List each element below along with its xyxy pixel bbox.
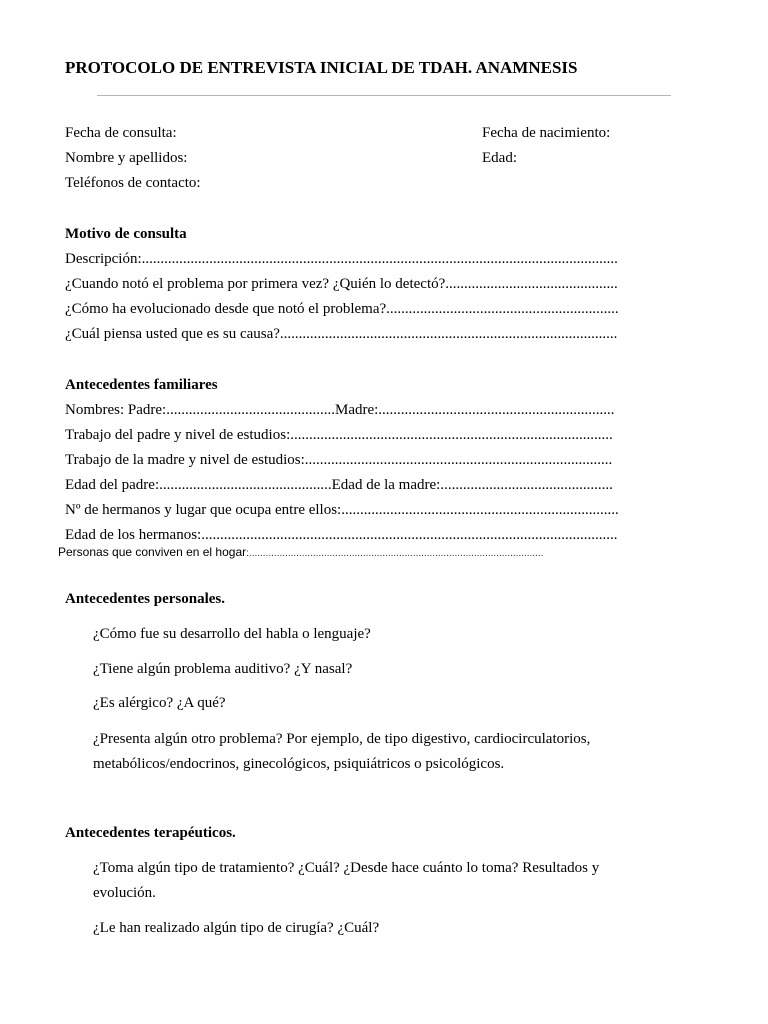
- conviven-dots: :..........................................................................................................: [246, 548, 544, 559]
- nombre-label: Nombre y apellidos:: [65, 150, 188, 166]
- trabajo-padre-field: Trabajo del padre y nivel de estudios:......................................................................................: [65, 427, 613, 443]
- personales-q4-line1: ¿Presenta algún otro problema? Por ejemplo, de tipo digestivo, cardiocirculatorios,: [93, 731, 591, 747]
- evolucion-field: ¿Cómo ha evolucionado desde que notó el problema?..............................................................: [65, 301, 619, 317]
- nombres-padres-field: Nombres: Padre:.............................................Madre:...............................................................: [65, 402, 615, 418]
- fecha-consulta-label: Fecha de consulta:: [65, 125, 177, 141]
- personales-q4-line2: metabólicos/endocrinos, ginecológicos, psiquiátricos o psicológicos.: [93, 756, 505, 772]
- document-title: PROTOCOLO DE ENTREVISTA INICIAL DE TDAH. ANAMNESIS: [65, 58, 578, 77]
- conviven-field: [58, 545, 543, 561]
- personales-q1: ¿Cómo fue su desarrollo del habla o lenguaje?: [93, 626, 371, 642]
- motivo-heading: Motivo de consulta: [65, 226, 187, 242]
- edad-label: Edad:: [482, 150, 517, 166]
- cuando-field: ¿Cuando notó el problema por primera vez? ¿Quién lo detectó?..............................................: [65, 276, 618, 292]
- title-divider: [97, 95, 671, 96]
- descripcion-field: Descripción:...............................................................................................................................: [65, 251, 618, 267]
- edad-padres-field: Edad del padre:..............................................Edad de la madre:..............................................: [65, 477, 613, 493]
- terapeuticos-heading: Antecedentes terapéuticos.: [65, 825, 236, 841]
- terapeuticos-q2: ¿Le han realizado algún tipo de cirugía? ¿Cuál?: [93, 920, 380, 936]
- personales-q3: ¿Es alérgico? ¿A qué?: [93, 695, 226, 711]
- personales-heading: Antecedentes personales.: [65, 591, 225, 607]
- personales-q2: ¿Tiene algún problema auditivo? ¿Y nasal?: [93, 661, 353, 677]
- telefonos-label: Teléfonos de contacto:: [65, 175, 201, 191]
- edad-hermanos-field: Edad de los hermanos:...............................................................................................................: [65, 527, 618, 543]
- causa-field: ¿Cuál piensa usted que es su causa?..........................................................................................: [65, 326, 618, 342]
- hermanos-field: Nº de hermanos y lugar que ocupa entre ellos:..........................................................................: [65, 502, 619, 518]
- familiares-heading: Antecedentes familiares: [65, 377, 218, 393]
- terapeuticos-q1-line2: evolución.: [93, 885, 156, 901]
- terapeuticos-q1-line1: ¿Toma algún tipo de tratamiento? ¿Cuál? ¿Desde hace cuánto lo toma? Resultados y: [93, 860, 600, 876]
- fecha-nacimiento-label: Fecha de nacimiento:: [482, 125, 611, 141]
- conviven-label: Personas que conviven en el hogar: [58, 545, 247, 559]
- trabajo-madre-field: Trabajo de la madre y nivel de estudios:..................................................................................: [65, 452, 613, 468]
